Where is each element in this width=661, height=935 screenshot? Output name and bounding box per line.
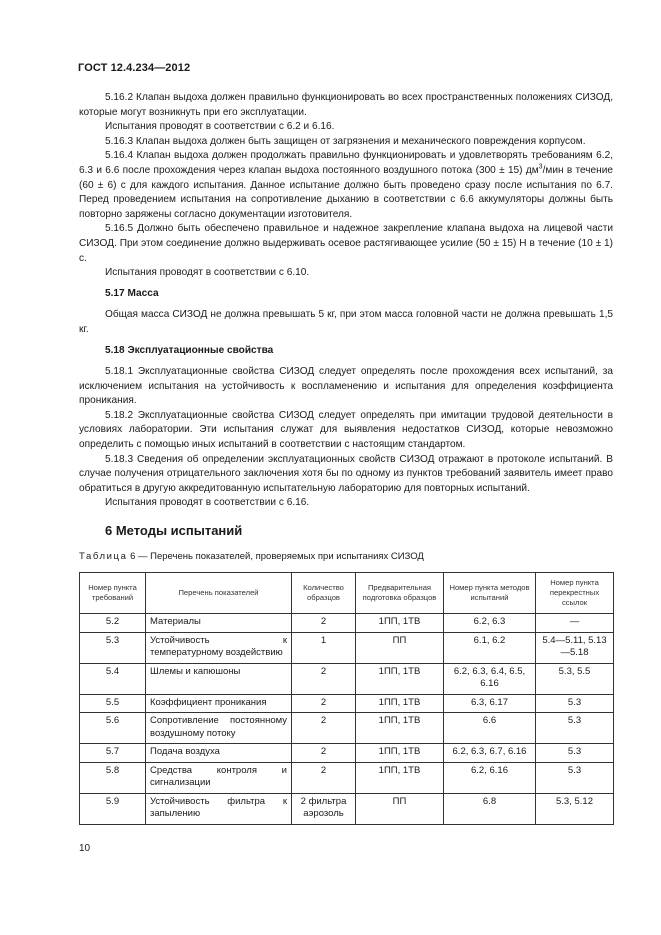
paragraph-5-18-1: 5.18.1 Эксплуатационные свойства СИЗОД следует определять после прохождения всех испытаний, за исключением испытания на устойчивость к воспламенению и испытания для определения коэффициента проникания.	[79, 366, 613, 407]
row-clause-cell: 5.7	[80, 744, 146, 763]
heading-5-18: 5.18 Эксплуатационные свойства	[105, 344, 274, 356]
row-indicator-cell: Подача воздуха	[146, 744, 292, 763]
row-clause-cell: 5.9	[80, 793, 146, 824]
row-indicator-cell: Коэффициент проникания	[146, 694, 292, 713]
row-test-method-cell: 6.2, 6.3	[444, 614, 536, 633]
row-cross-ref-cell: 5.3	[536, 694, 614, 713]
row-cross-ref-cell: 5.3	[536, 713, 614, 744]
row-indicator-cell: Устойчивость к температурному воздействию	[146, 632, 292, 663]
header-requirement-clause: Номер пункта требований	[80, 573, 146, 614]
header-indicators: Перечень показателей	[146, 573, 292, 614]
row-indicator-cell: Средства контроля и сигнализации	[146, 762, 292, 793]
row-indicator-cell: Материалы	[146, 614, 292, 633]
paragraph-test-ref: Испытания проводят в соответствии с 6.16.	[105, 497, 310, 509]
header-test-method-clause: Номер пункта методов испытаний	[444, 573, 536, 614]
table-row	[80, 632, 614, 663]
row-preconditioning-cell: 1ПП, 1ТВ	[356, 663, 444, 694]
row-preconditioning-cell: 1ПП, 1ТВ	[356, 614, 444, 633]
row-preconditioning-cell: 1ПП, 1ТВ	[356, 713, 444, 744]
row-cross-ref-cell: 5.3	[536, 744, 614, 763]
paragraph-5-16-4	[79, 149, 613, 222]
row-test-method-cell: 6.6	[444, 713, 536, 744]
row-indicator-cell: Шлемы и капюшоны	[146, 663, 292, 694]
row-sample-count-cell: 2 фильтра аэрозоль	[292, 793, 356, 824]
table-caption-text: 6 — Перечень показателей, проверяемых при испытаниях СИЗОД	[127, 550, 424, 562]
row-test-method-cell: 6.2, 6.3, 6.4, 6.5, 6.16	[444, 663, 536, 694]
row-clause-cell: 5.6	[80, 713, 146, 744]
row-test-method-cell: 6.2, 6.3, 6.7, 6.16	[444, 744, 536, 763]
table-row	[80, 713, 614, 744]
row-test-method-cell: 6.3, 6.17	[444, 694, 536, 713]
table-row	[80, 793, 614, 824]
paragraph-5-18-2: 5.18.2 Эксплуатационные свойства СИЗОД следует определять при имитации трудовой деятельности в условиях лаборатории. Эти испытания служат для выявления недостатков СИЗОД, которые невозможно определить с помощью иных испытаний в соответствии с настоящим стандартом.	[79, 409, 613, 451]
row-test-method-cell: 6.8	[444, 793, 536, 824]
row-sample-count-cell: 2	[292, 744, 356, 763]
paragraph-5-16-2: 5.16.2 Клапан выдоха должен правильно функционировать во всех пространственных положениях СИЗОД, которые могут возникнуть при его эксплуатации.	[79, 92, 613, 118]
table-row	[80, 694, 614, 713]
row-test-method-cell: 6.1, 6.2	[444, 632, 536, 663]
row-clause-cell: 5.2	[80, 614, 146, 633]
paragraph-5-18-3: 5.18.3 Сведения об определении эксплуатационных свойств СИЗОД отражают в протоколе испытаний. В случае получения отрицательного заключения хотя бы по одному из пунктов требований заявитель имеет право обратиться в другую аккредитованную испытательную лабораторию для повторных испытаний.	[79, 453, 613, 494]
row-indicator-cell: Устойчивость фильтра к запылению	[146, 793, 292, 824]
table-caption	[79, 550, 613, 565]
table-row	[80, 663, 614, 694]
row-clause-cell: 5.8	[80, 762, 146, 793]
row-cross-ref-cell: 5.4—5.11, 5.13—5.18	[536, 632, 614, 663]
paragraph-5-16-4-part2: /мин в течение (60 ± 6) с для каждого испытания. Данное испытание должно быть проведено сразу после испытания по 6.7. Перед проведением испытания на сопротивление дыханию в соответствии с 6.6 аккумуляторы должны быть повторно заряжены согласно документации изготовителя.	[79, 164, 613, 220]
row-test-method-cell: 6.2, 6.16	[444, 762, 536, 793]
row-preconditioning-cell: 1ПП, 1ТВ	[356, 694, 444, 713]
header-sample-count: Количество образцов	[292, 573, 356, 614]
row-clause-cell: 5.5	[80, 694, 146, 713]
table-row	[80, 744, 614, 763]
paragraph-5-16-4-part1: 5.16.4 Клапан выдоха должен продолжать правильно функционировать и удовлетворять требованиям 6.2, 6.3 и 6.6 после прохождения через клапан выдоха постоянного воздушного потока (300 ± 15) дм	[79, 150, 613, 176]
document-body	[79, 91, 613, 825]
row-clause-cell: 5.4	[80, 663, 146, 694]
row-preconditioning-cell: 1ПП, 1ТВ	[356, 762, 444, 793]
table-header-row	[80, 573, 614, 614]
paragraph-test-ref: Испытания проводят в соответствии с 6.10.	[105, 267, 310, 279]
row-clause-cell: 5.3	[80, 632, 146, 663]
row-preconditioning-cell: ПП	[356, 793, 444, 824]
table-row	[80, 762, 614, 793]
row-cross-ref-cell: 5.3	[536, 762, 614, 793]
superscript-cubic: 3	[538, 163, 543, 171]
page-number: 10	[79, 843, 91, 854]
row-cross-ref-cell: 5.3, 5.5	[536, 663, 614, 694]
heading-section-6: 6 Методы испытаний	[105, 523, 243, 539]
table-row	[80, 614, 614, 633]
row-preconditioning-cell: 1ПП, 1ТВ	[356, 744, 444, 763]
paragraph-5-16-3: 5.16.3 Клапан выдоха должен быть защищен от загрязнения и механического повреждения корпусом.	[105, 135, 586, 147]
row-sample-count-cell: 2	[292, 614, 356, 633]
row-sample-count-cell: 2	[292, 762, 356, 793]
paragraph-5-16-5: 5.16.5 Должно быть обеспечено правильное и надежное закрепление клапана выдоха на лицевой части СИЗОД. При этом соединение должно выдерживать осевое растягивающее усилие (50 ± 15) Н в течение (10 ± 1) с.	[79, 223, 613, 264]
row-cross-ref-cell: 5.3, 5.12	[536, 793, 614, 824]
row-sample-count-cell: 2	[292, 663, 356, 694]
requirements-table	[79, 572, 614, 825]
row-indicator-cell: Сопротивление постоянному воздушному потоку	[146, 713, 292, 744]
paragraph-5-17: Общая масса СИЗОД не должна превышать 5 кг, при этом масса головной части не должна превышать 1,5 кг.	[79, 309, 613, 335]
paragraph-test-ref: Испытания проводят в соответствии с 6.2 и 6.16.	[105, 121, 335, 133]
row-cross-ref-cell: —	[536, 614, 614, 633]
row-preconditioning-cell: ПП	[356, 632, 444, 663]
heading-5-17: 5.17 Масса	[105, 287, 159, 299]
row-sample-count-cell: 2	[292, 713, 356, 744]
header-cross-reference: Номер пункта перекрестных ссылок	[536, 573, 614, 614]
document-header: ГОСТ 12.4.234—2012	[78, 62, 191, 74]
row-sample-count-cell: 1	[292, 632, 356, 663]
header-preconditioning: Предварительная подготовка образцов	[356, 573, 444, 614]
row-sample-count-cell: 2	[292, 694, 356, 713]
table-caption-label: Таблица	[79, 550, 128, 562]
